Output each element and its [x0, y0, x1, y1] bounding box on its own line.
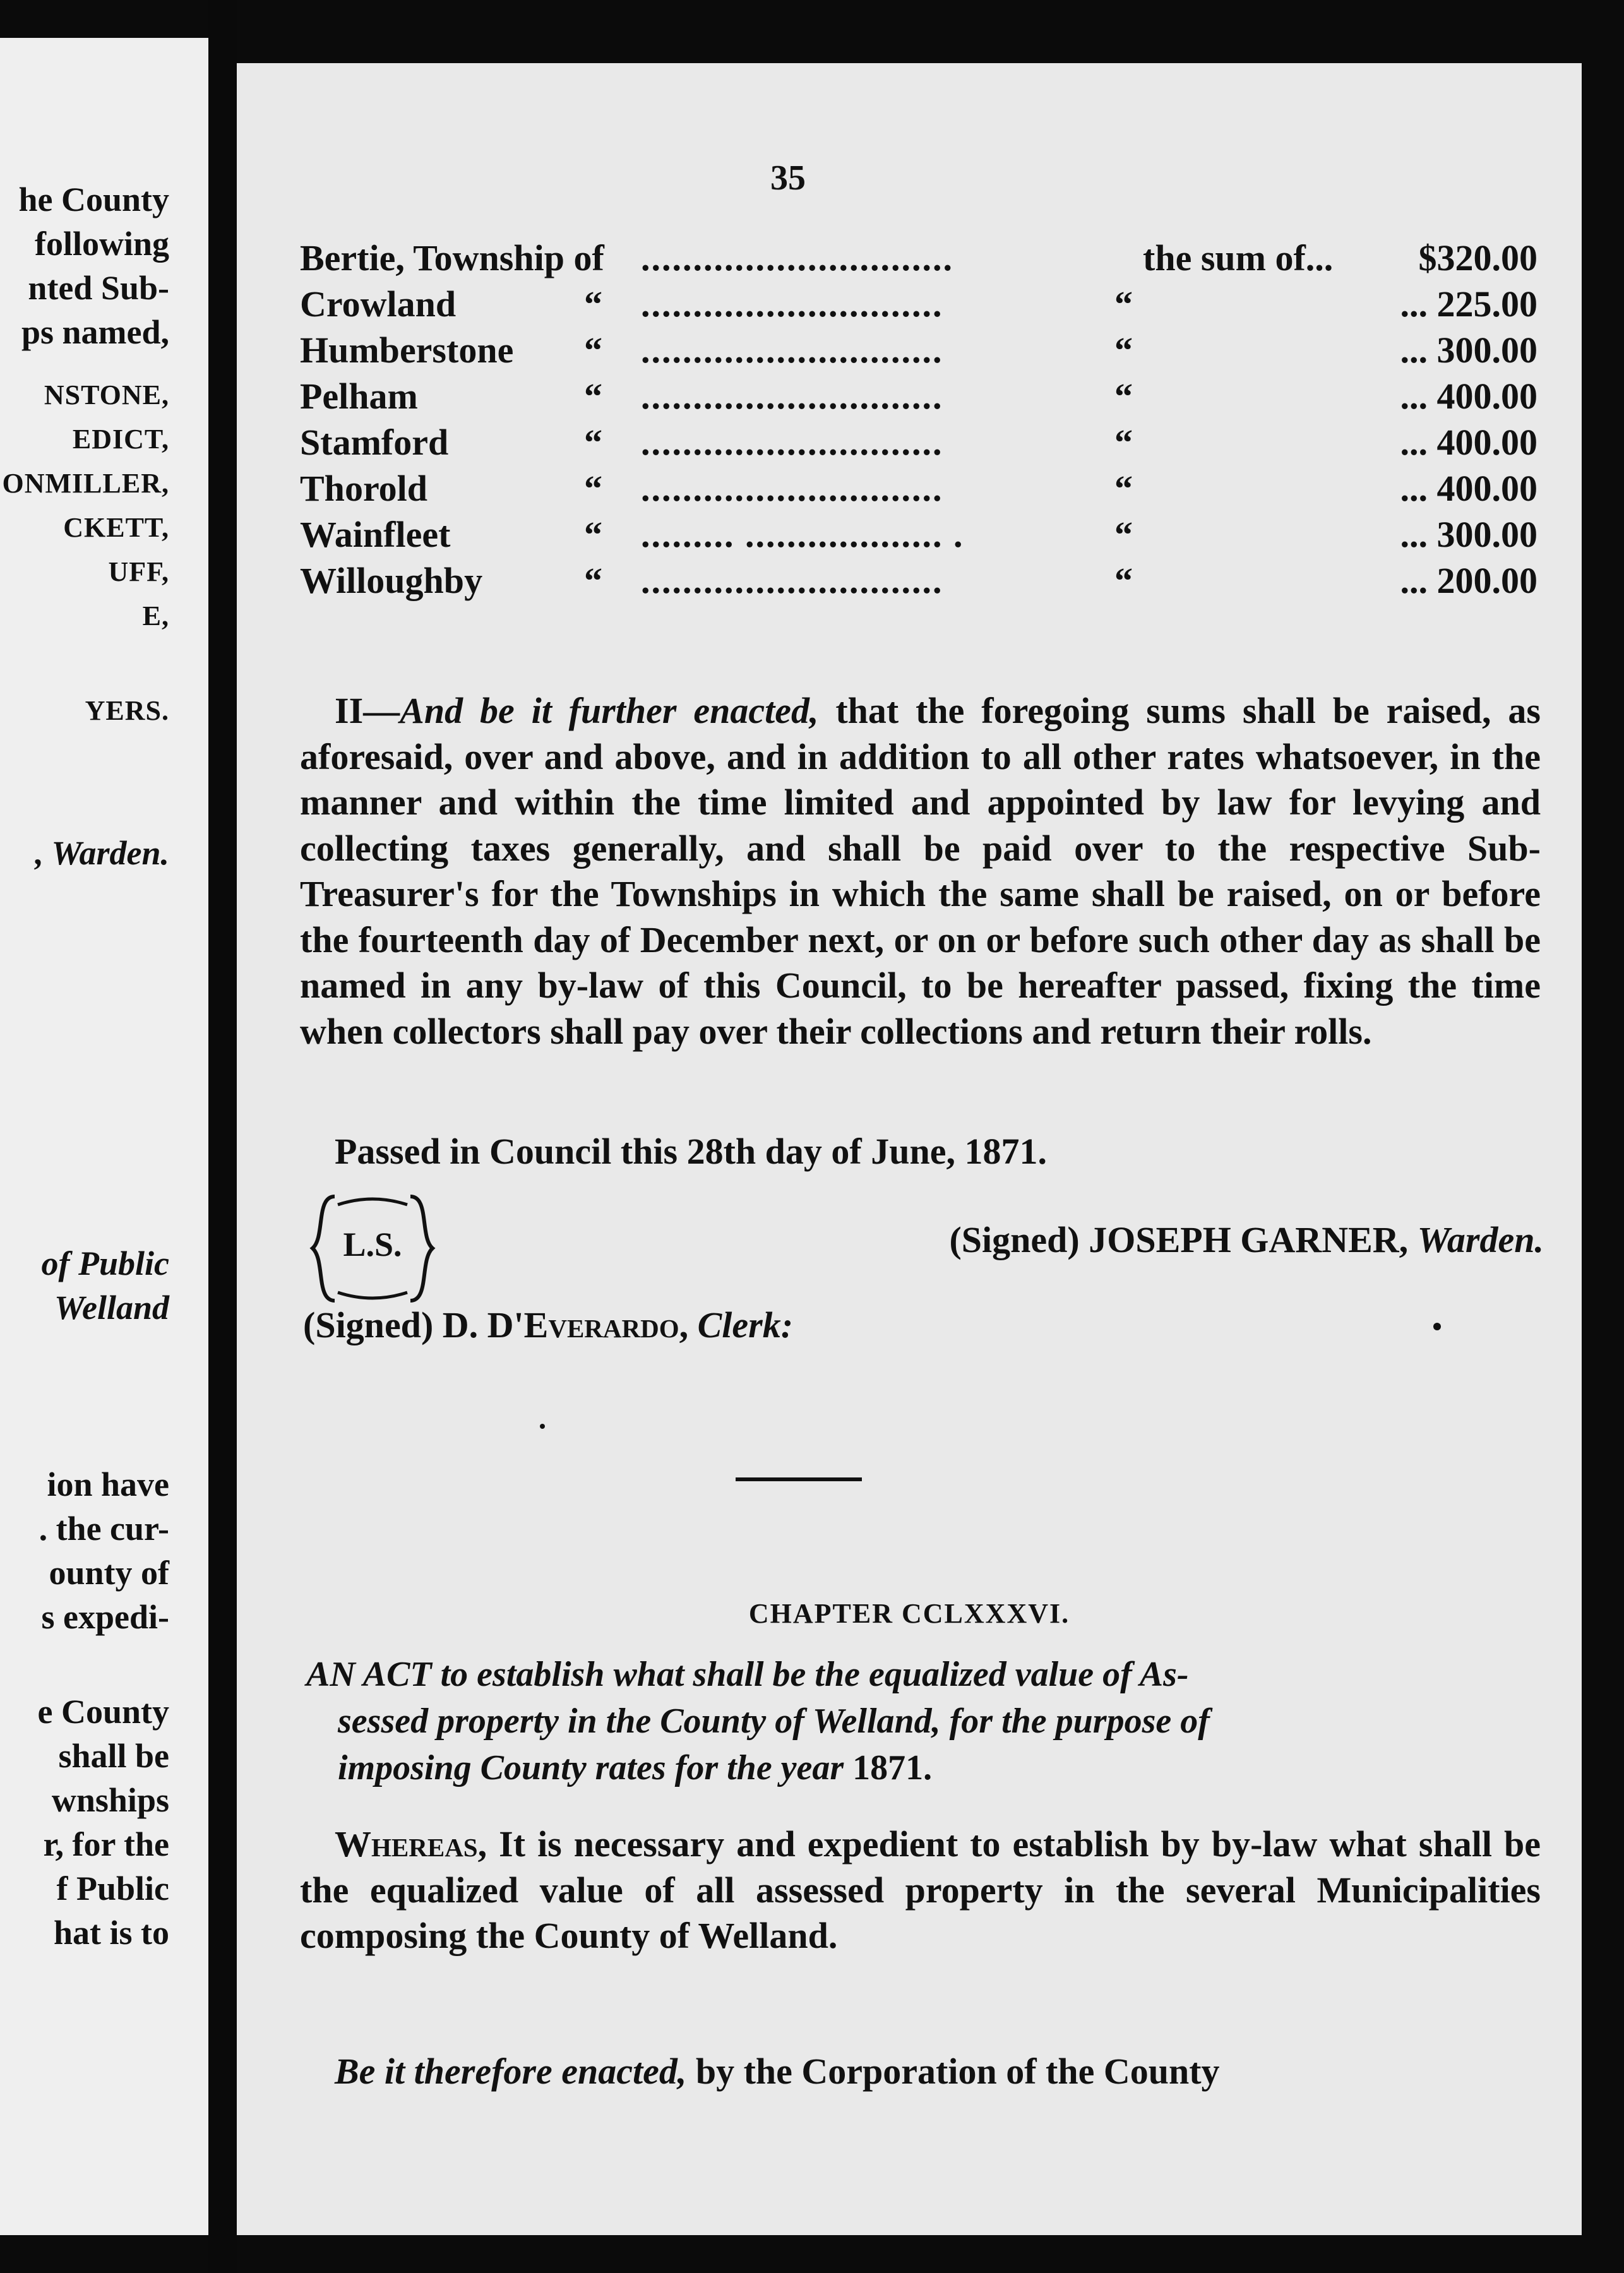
section-ii-paragraph [300, 688, 1541, 1054]
chapter-heading: CHAPTER CCLXXXVI. [748, 1598, 1070, 1629]
warden-signature [949, 1219, 1544, 1261]
seal-bracket [309, 1193, 436, 1304]
township-name: Humberstone [300, 330, 514, 371]
dot-leader: .............................. [641, 237, 953, 278]
ink-speck [1433, 1323, 1441, 1330]
sum-amount: ... 225.00 [1400, 283, 1537, 325]
facing-page-line: NSTONE, [44, 379, 169, 410]
facing-page-line: shall be [58, 1737, 169, 1775]
ditto-mark: “ [584, 514, 602, 555]
dot-leader: ............................. [641, 560, 943, 601]
township-name: Stamford [300, 422, 449, 463]
facing-page-line: EDICT, [72, 424, 169, 455]
dot-leader: ............................. [641, 330, 943, 371]
sum-amount: ... 300.00 [1400, 330, 1537, 371]
act-title-line-2: sessed property in the County of Welland, for the purpose of [338, 1702, 1210, 1741]
township-name: Crowland [300, 283, 457, 325]
township-name: Pelham [300, 376, 418, 417]
page-gutter [208, 0, 237, 2273]
dot-leader: ......... ................... . [641, 514, 964, 555]
passed-in-council: Passed in Council this 28th day of June, 1871. [335, 1131, 1047, 1172]
sum-amount: ... 400.00 [1400, 468, 1537, 509]
facing-page-line: E, [142, 600, 169, 631]
sum-amount: ... 300.00 [1400, 514, 1537, 555]
township-sum-row [300, 559, 1537, 610]
facing-page [0, 38, 208, 2235]
ditto-mark: “ [1114, 283, 1133, 325]
dot-leader: ............................. [641, 468, 943, 509]
dot-leader: ............................. [641, 422, 943, 463]
clerk-signature-prefix: (Signed) D. D' [303, 1304, 524, 1345]
facing-page-line: nted Sub- [28, 269, 169, 307]
act-year: 1871. [852, 1748, 933, 1787]
township-sum-row [300, 421, 1537, 472]
ditto-mark: “ [1114, 330, 1133, 371]
ditto-mark: “ [584, 330, 602, 371]
township-name: Willoughby [300, 560, 483, 601]
ditto-mark: “ [1114, 468, 1133, 509]
section-numeral: II— [335, 690, 400, 731]
ditto-mark: “ [584, 376, 602, 417]
facing-page-line: s expedi- [41, 1598, 169, 1636]
facing-page-line: ounty of [49, 1554, 169, 1592]
township-name: Wainfleet [300, 514, 451, 555]
document-page [237, 63, 1582, 2235]
ditto-mark: “ [1114, 422, 1133, 463]
warden-signature-name: (Signed) JOSEPH GARNER, [949, 1219, 1409, 1260]
enacting-text: by the Corporation of the County [686, 2051, 1220, 2092]
facing-page-line: UFF, [108, 556, 169, 587]
section-divider [736, 1477, 862, 1481]
facing-page-line: , Warden. [35, 834, 169, 872]
dot-leader: ............................. [641, 376, 943, 417]
enact-phrase: And be it further enacted, [400, 690, 819, 731]
whereas-paragraph [300, 1822, 1541, 1959]
sum-amount: ... 400.00 [1400, 422, 1537, 463]
facing-page-line: Welland [54, 1289, 169, 1327]
sum-amount: ... 400.00 [1400, 376, 1537, 417]
act-title-line-3: imposing County rates for the year [338, 1748, 853, 1787]
township-sum-row [300, 375, 1537, 426]
facing-page-line: hat is to [53, 1914, 169, 1952]
ditto-mark: “ [584, 468, 602, 509]
act-title-line-1: to establish what shall be the equalized value of As- [431, 1655, 1189, 1694]
facing-page-line: wnships [51, 1781, 169, 1819]
clerk-title: Clerk: [697, 1304, 794, 1345]
sum-amount: ... 200.00 [1400, 560, 1537, 601]
township-sum-row [300, 329, 1537, 379]
township-sum-row [300, 467, 1537, 518]
clerk-signature: (Signed) D. D'Everardo, Clerk: [303, 1304, 794, 1345]
dot-leader: ............................. [641, 283, 943, 325]
ditto-mark: “ [1114, 514, 1133, 555]
facing-page-line: ONMILLER, [2, 468, 169, 499]
facing-page-line: e County [37, 1693, 169, 1731]
facing-page-line: YERS. [85, 695, 169, 726]
facing-page-line: ps named, [21, 313, 169, 351]
facing-page-line: ion have [47, 1465, 169, 1503]
ditto-mark: “ [584, 422, 602, 463]
warden-title: Warden. [1417, 1219, 1544, 1260]
township-sum-row [300, 237, 1537, 287]
section-text: that the foregoing sums shall be raised, as aforesaid, over and above, and in addition to all other rates whatsoever, in the manner and within the time limited and appointed by law for levying and collecting taxes generally, and shall be paid over to the respective Sub-Treasurer's for the Townships in which the same shall be raised, on or before the fourteenth day of December next, or on or before such other day as shall be named in any by-law of this Council, to be hereafter passed, fixing the time when collectors shall pay over their collections and return their rolls. [300, 690, 1541, 1052]
seal-text: L.S. [343, 1226, 402, 1263]
whereas-text: It is necessary and expedient to establish by by-law what shall be the equalized value of all assessed property in the several Municipalities composing the County of Welland. [300, 1823, 1541, 1956]
enacting-phrase: Be it therefore enacted, [335, 2051, 687, 2092]
act-lead: AN ACT [306, 1655, 432, 1694]
ditto-mark: “ [1114, 560, 1133, 601]
facing-page-line: r, for the [43, 1825, 169, 1863]
township-sum-row [300, 513, 1537, 564]
facing-page-line: f Public [56, 1870, 169, 1907]
facing-page-line: of Public [41, 1244, 169, 1282]
ditto-mark: “ [584, 283, 602, 325]
whereas-lead: Whereas, [335, 1823, 487, 1864]
act-title [306, 1651, 1550, 1791]
facing-page-line: CKETT, [63, 512, 169, 543]
township-name: Thorold [300, 468, 428, 509]
ditto-mark: “ [584, 560, 602, 601]
sum-connector: the sum of... [1143, 237, 1334, 278]
enacting-clause [300, 2049, 1541, 2095]
page-number: 35 [770, 158, 806, 198]
ink-speck [540, 1424, 545, 1429]
facing-page-line: following [34, 225, 169, 263]
sum-amount: $320.00 [1418, 237, 1537, 278]
township-name: Bertie, Township of [300, 237, 604, 278]
facing-page-line: he County [18, 181, 169, 218]
ditto-mark: “ [1114, 376, 1133, 417]
township-sum-row [300, 283, 1537, 333]
facing-page-line: . the cur- [39, 1510, 169, 1548]
clerk-name: Everardo [523, 1304, 679, 1345]
